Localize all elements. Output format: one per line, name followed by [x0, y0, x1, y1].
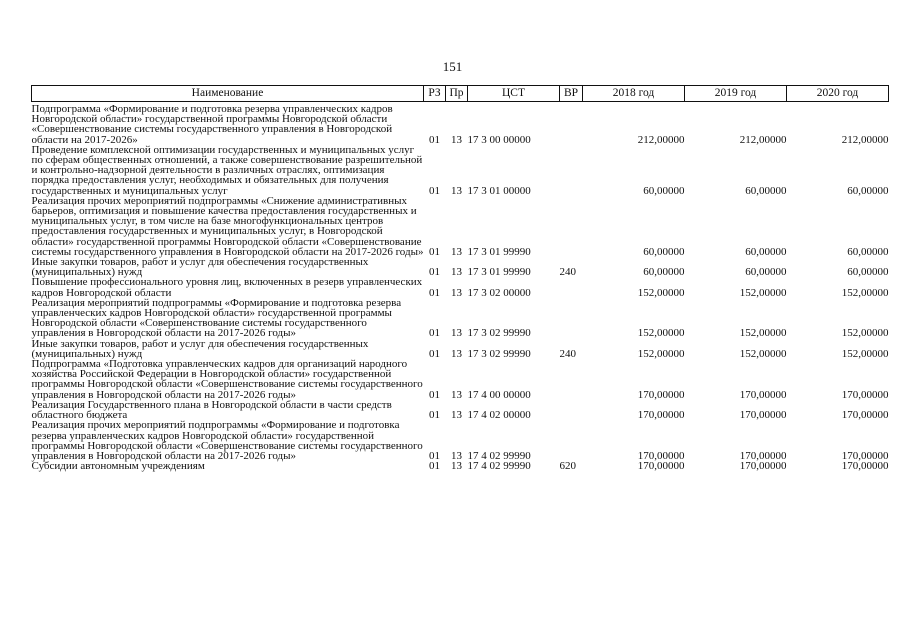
row-2018: 170,00000 [637, 449, 685, 462]
row-name: Подпрограмма «Подготовка управленческих кадров для организаций народного хозяйства Российской Федерации в Новгородской области» государственной программы Новгородской области «Совершенствование системы государственного управления в Новгородской области на 2017-2026 годы» [31, 358, 423, 401]
row-2020: 170,00000 [841, 449, 889, 462]
row-vr [560, 196, 583, 257]
row-2018: 152,00000 [637, 286, 685, 299]
row-2019: 152,00000 [739, 327, 787, 340]
table-header-row [32, 86, 889, 102]
budget-table [31, 85, 889, 471]
row-rz: 01 [429, 388, 440, 401]
row-name: Иные закупки товаров, работ и услуг для обеспечения государственных (муниципальных) нужд [31, 256, 369, 279]
row-2018: 212,00000 [637, 133, 685, 146]
row-name: Реализация прочих мероприятий подпрограммы «Снижение административных барьеров, оптимизация и повышение качества предоставления государственных и муниципальных услуг, в том числе на базе многофункциональных центров предоставления государственных и муниципальных услуг, в Новгородской области» государственной программы Новгородской области «Совершенствование системы государственного управления в Новгородской области на 2017-2026 годы» [31, 194, 424, 258]
row-cst: 17 3 00 00000 [467, 133, 531, 146]
header-name: Наименование [32, 86, 424, 102]
row-pr: 13 [451, 460, 462, 473]
table-row [32, 298, 889, 339]
row-2019: 60,00000 [745, 184, 787, 197]
table-row [32, 257, 889, 277]
row-2020: 170,00000 [841, 460, 889, 473]
row-2019: 152,00000 [739, 286, 787, 299]
table-row [32, 196, 889, 257]
row-vr [560, 359, 583, 400]
row-rz: 01 [429, 327, 440, 340]
row-cst: 17 3 01 00000 [467, 184, 531, 197]
row-pr: 13 [451, 409, 462, 422]
header-pr: Пр [446, 86, 468, 102]
row-2020: 212,00000 [841, 133, 889, 146]
row-vr [560, 420, 583, 461]
row-2018: 60,00000 [643, 245, 685, 258]
row-2018: 152,00000 [637, 327, 685, 340]
row-pr: 13 [451, 133, 462, 146]
row-cst: 17 3 02 99990 [467, 347, 531, 360]
row-name: Повышение профессионального уровня лиц, включенных в резерв управленческих кадров Новгородской области [31, 276, 423, 299]
page-number: 151 [442, 59, 463, 74]
row-cst: 17 3 02 00000 [467, 286, 531, 299]
row-rz: 01 [429, 133, 440, 146]
table-row [32, 400, 889, 420]
row-pr: 13 [451, 347, 462, 360]
row-2018: 170,00000 [637, 388, 685, 401]
row-2019: 170,00000 [739, 409, 787, 422]
row-2018: 170,00000 [637, 409, 685, 422]
row-rz: 01 [429, 184, 440, 197]
row-2020: 60,00000 [847, 184, 889, 197]
row-cst: 17 4 02 00000 [467, 409, 531, 422]
header-2018: 2018 год [583, 86, 685, 102]
row-vr [560, 400, 583, 420]
row-name: Субсидии автономным учреждениям [31, 460, 205, 473]
table-row [32, 339, 889, 359]
row-2020: 170,00000 [841, 409, 889, 422]
row-pr: 13 [451, 388, 462, 401]
row-vr: 240 [559, 266, 576, 279]
row-2020: 170,00000 [841, 388, 889, 401]
table-row [32, 277, 889, 297]
row-2019: 212,00000 [739, 133, 787, 146]
row-rz: 01 [429, 449, 440, 462]
row-2019: 60,00000 [745, 266, 787, 279]
row-name: Иные закупки товаров, работ и услуг для обеспечения государственных (муниципальных) нужд [31, 337, 369, 360]
table-row [32, 102, 889, 145]
row-2020: 152,00000 [841, 327, 889, 340]
row-rz: 01 [429, 347, 440, 360]
row-2020: 60,00000 [847, 245, 889, 258]
row-2019: 152,00000 [739, 347, 787, 360]
row-name: Подпрограмма «Формирование и подготовка резерва управленческих кадров Новгородской области» государственной программы Новгородской области «Совершенствование системы государственного управления в Новгородской области на 2017-2026» [31, 103, 393, 146]
row-2020: 60,00000 [847, 266, 889, 279]
row-vr: 620 [559, 460, 576, 473]
row-vr [560, 277, 583, 297]
table-row [32, 145, 889, 196]
row-2018: 60,00000 [643, 184, 685, 197]
row-cst: 17 4 02 99990 [467, 460, 531, 473]
row-cst: 17 3 01 99990 [467, 245, 531, 258]
row-name: Реализация мероприятий подпрограммы «Формирование и подготовка резерва управленческих кадров Новгородской области» государственной программы Новгородской области «Совершенствование системы государственного управления в Новгородской области на 2017-2026 годы» [31, 296, 402, 340]
row-cst: 17 4 00 00000 [467, 388, 531, 401]
row-vr [560, 102, 583, 145]
row-2019: 60,00000 [745, 245, 787, 258]
table-row [32, 359, 889, 400]
row-2018: 152,00000 [637, 347, 685, 360]
row-2020: 152,00000 [841, 286, 889, 299]
table-row [32, 420, 889, 461]
row-2019: 170,00000 [739, 388, 787, 401]
row-pr: 13 [451, 266, 462, 279]
row-name: Реализация прочих мероприятий подпрограммы «Формирование и подготовка резерва управленческих кадров Новгородской области» государственной программы Новгородской области «Совершенствование системы государственного управления в Новгородской области на 2017-2026 годы» [31, 419, 423, 462]
header-vr: ВР [560, 86, 583, 102]
row-rz: 01 [429, 266, 440, 279]
row-rz: 01 [429, 245, 440, 258]
table-row [32, 461, 889, 471]
row-name: Реализация Государственного плана в Новгородской области в части средств областного бюджета [31, 398, 392, 422]
header-rz: РЗ [424, 86, 446, 102]
header-cst: ЦСТ [468, 86, 560, 102]
row-cst: 17 3 02 99990 [467, 327, 531, 340]
row-pr: 13 [451, 245, 462, 258]
row-rz: 01 [429, 409, 440, 422]
row-2018: 170,00000 [637, 460, 685, 473]
row-cst: 17 4 02 99990 [467, 449, 531, 462]
row-vr [560, 298, 583, 339]
row-pr: 13 [451, 449, 462, 462]
row-cst: 17 3 01 99990 [467, 266, 531, 279]
row-2020: 152,00000 [841, 347, 889, 360]
row-2018: 60,00000 [643, 266, 685, 279]
row-2019: 170,00000 [739, 449, 787, 462]
row-pr: 13 [451, 184, 462, 197]
row-pr: 13 [451, 286, 462, 299]
header-2020: 2020 год [787, 86, 889, 102]
row-name: Проведение комплексной оптимизации государственных и муниципальных услуг по сферам общественных отношений, а также совершенствование разрешительной и контрольно-надзорной деятельности в различных отраслях, оптимизация порядка предоставления услуг, необходимых и обязательных для получения государственных и муниципальных услуг [31, 143, 423, 197]
row-2019: 170,00000 [739, 460, 787, 473]
row-vr: 240 [559, 347, 576, 360]
row-pr: 13 [451, 327, 462, 340]
row-vr [560, 145, 583, 196]
row-rz: 01 [429, 460, 440, 473]
row-rz: 01 [429, 286, 440, 299]
header-2019: 2019 год [685, 86, 787, 102]
